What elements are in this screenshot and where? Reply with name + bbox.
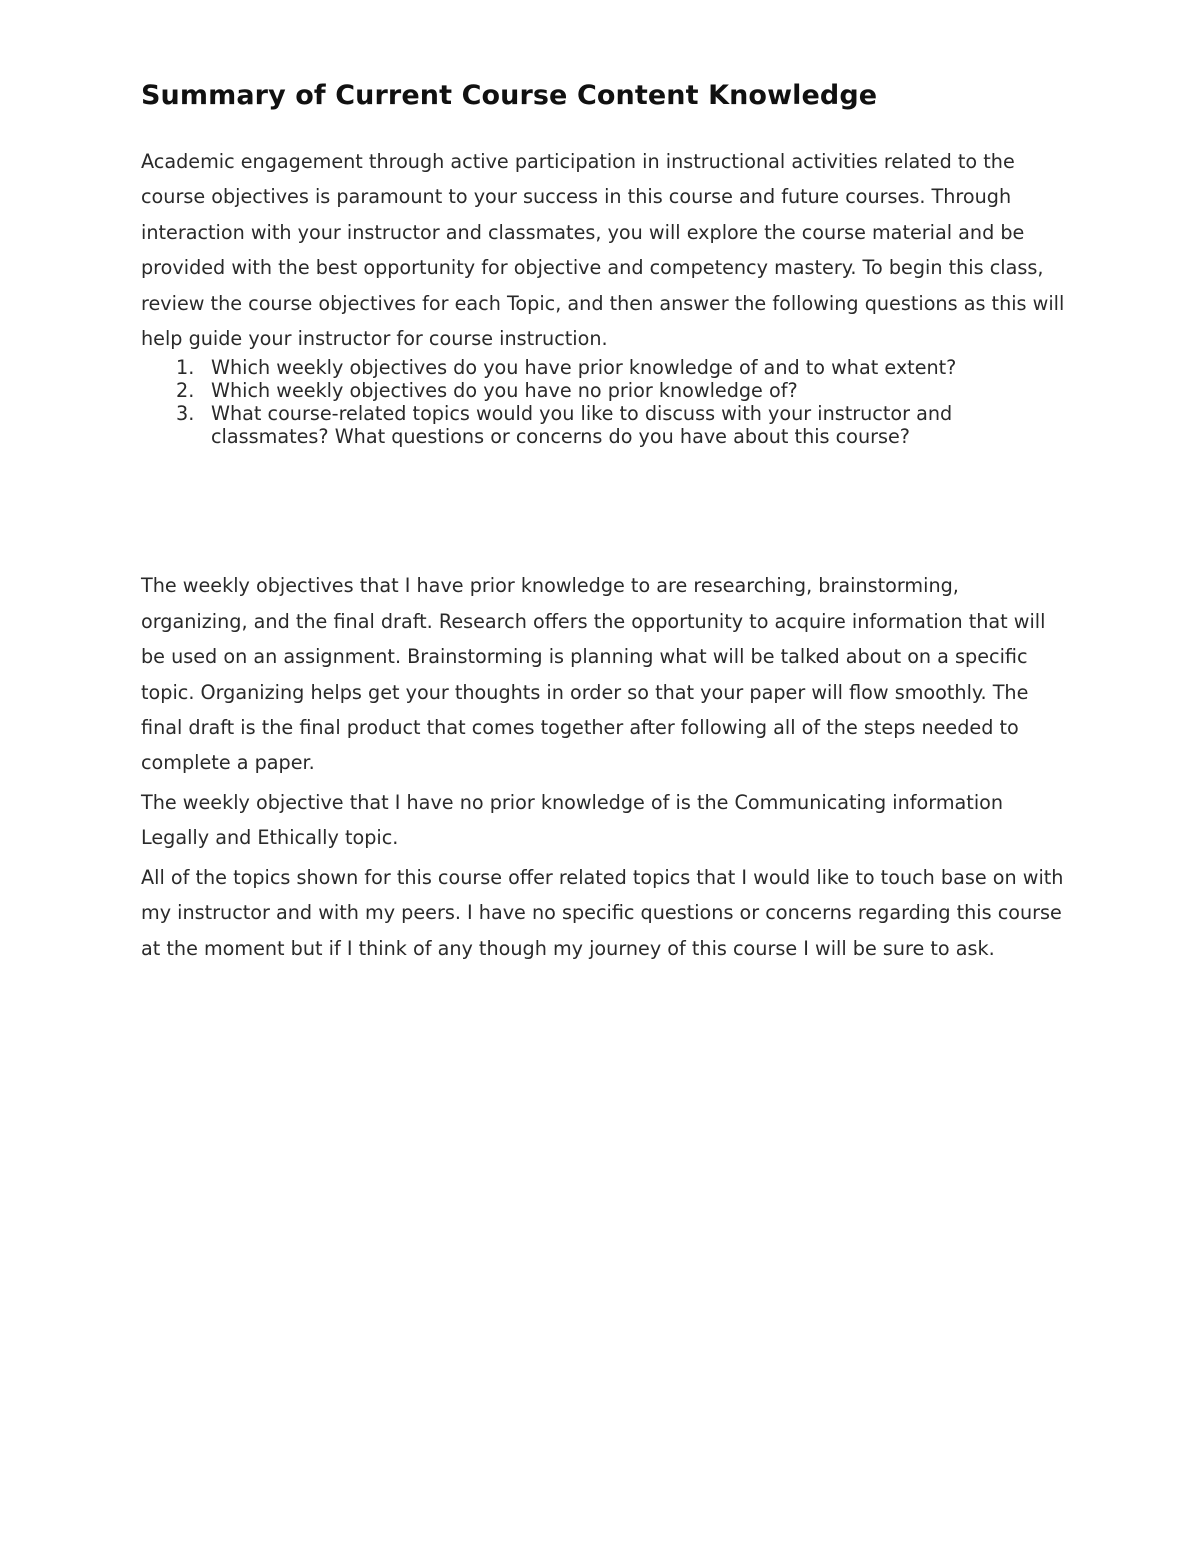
answer-paragraph-no-prior-knowledge: The weekly objective that I have no prior knowledge of is the Communicating information Legally and Ethically topic. [141,790,1004,850]
answer-paragraph-prior-knowledge: The weekly objectives that I have prior knowledge to are researching, brainstorming, organizing, and the final draft. Research offers the opportunity to acquire information that will be used on an assignment. Brainstorming is planning what will be talked about on a specific topic. Organizing helps get your thoughts in order so that your paper will flow smoothly. The final draft is the final product that comes together after following all of the steps needed to complete a paper. [141,574,1046,775]
list-item-number: 3. [176,402,195,426]
list-item-text: Which weekly objectives do you have no prior knowledge of? [211,379,798,403]
list-item [141,379,1071,402]
questions-list [141,356,1071,448]
list-item-text: What course-related topics would you like to discuss with your instructor and classmates? What questions or concerns do you have about this course? [211,402,953,449]
list-item-text: Which weekly objectives do you have prior knowledge of and to what extent? [211,356,957,380]
document-title: Summary of Current Course Content Knowledge [141,80,878,111]
intro-paragraph: Academic engagement through active participation in instructional activities related to the course objectives is paramount to your success in this course and future courses. Through interaction with your instructor and classmates, you will explore the course material and be provided with the best opportunity for objective and competency mastery. To begin this class, review the course objectives for each Topic, and then answer the following questions as this will help guide your instructor for course instruction. [141,150,1065,351]
list-item-number: 2. [176,379,195,403]
list-item-number: 1. [176,356,195,380]
list-item [141,356,1071,379]
document-page [141,76,1071,970]
answer-paragraph-discussion-topics: All of the topics shown for this course offer related topics that I would like to touch base on with my instructor and with my peers. I have no specific questions or concerns regarding this course at the moment but if I think of any though my journey of this course I will be sure to ask. [141,865,1064,960]
list-item [141,402,1071,448]
answers-section [141,568,1071,965]
